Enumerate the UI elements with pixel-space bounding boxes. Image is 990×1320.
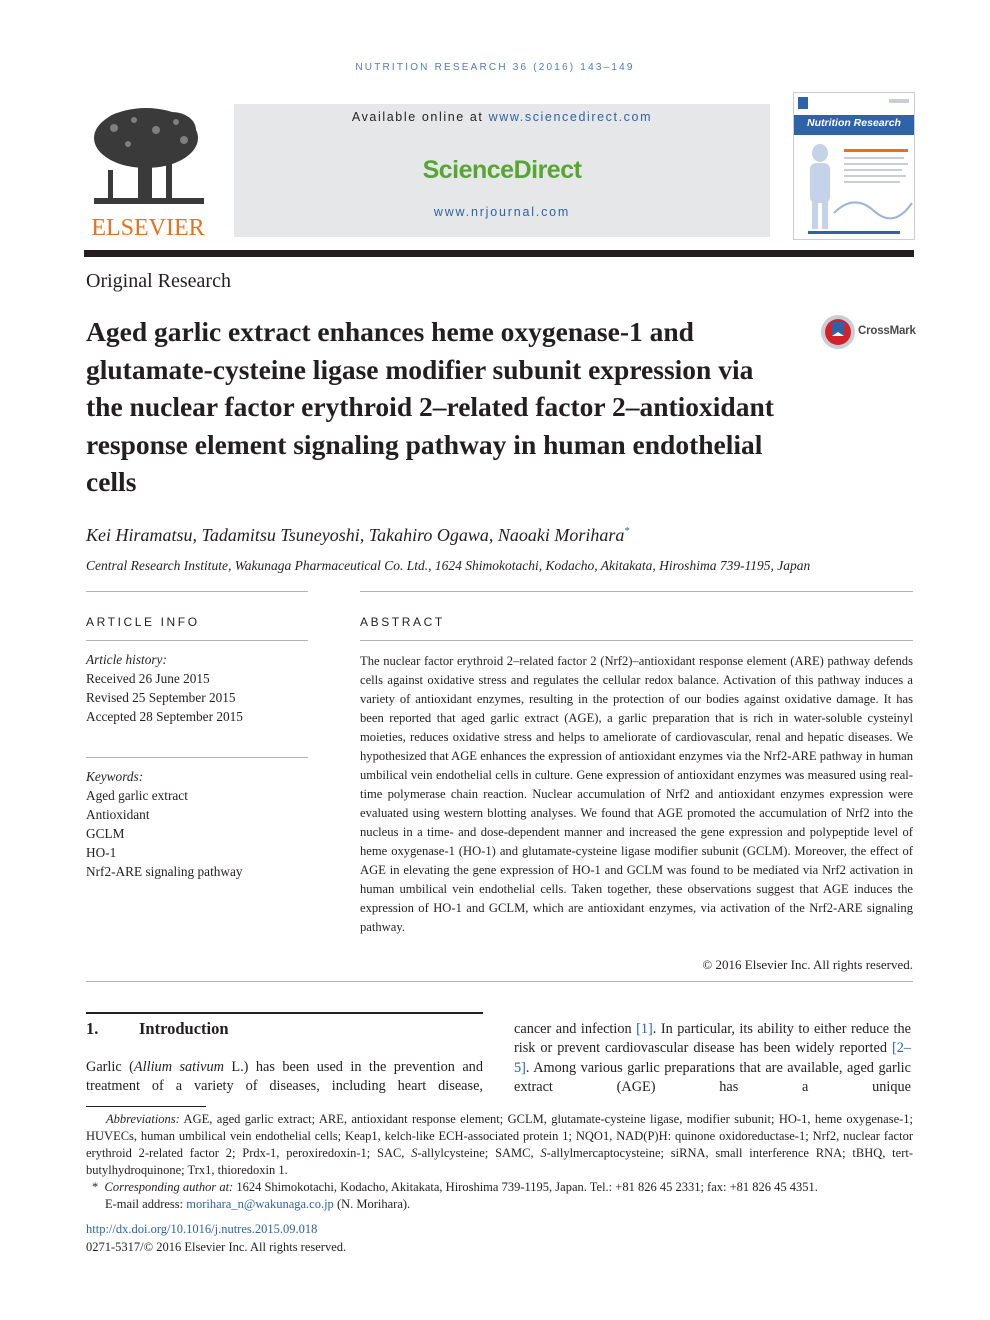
keywords-label: Keywords: (86, 769, 144, 784)
intro-right-column (514, 1020, 911, 1098)
abstract-top-rule (360, 591, 913, 592)
available-online (234, 110, 770, 124)
keywords (86, 767, 308, 881)
footnote-star: * (92, 1180, 99, 1194)
issn-copyright: 0271-5317/© 2016 Elsevier Inc. All rights reserved. (86, 1240, 347, 1254)
abstract-copyright: © 2016 Elsevier Inc. All rights reserved. (702, 957, 913, 972)
email-owner: (N. Morihara). (333, 1197, 411, 1211)
keywords-rule (86, 757, 308, 758)
crossmark-label: CrossMark (858, 325, 916, 337)
reference-link[interactable]: [2–5] (514, 1040, 911, 1076)
elsevier-tree-icon (84, 100, 212, 240)
species-name: Allium sativum (133, 1059, 224, 1075)
sciencedirect-logo: ScienceDirect (422, 156, 582, 184)
article-title: Aged garlic extract enhances heme oxygenase-1 and glutamate-cysteine ligase modifier subunit expression via the nuclear factor erythroid 2–related factor 2–antioxidant response element signaling pathway in human endothelial cells (86, 316, 774, 497)
corresponding-label: Corresponding author at: (104, 1180, 234, 1194)
sciencedirect-banner (234, 104, 770, 237)
article-info-heading: ARTICLE INFO (86, 615, 200, 629)
intro-left-column (86, 1058, 483, 1097)
sciencedirect-link[interactable]: www.sciencedirect.com (488, 110, 653, 124)
author-names: Kei Hiramatsu, Tadamitsu Tsuneyoshi, Takahiro Ogawa, Naoaki Morihara (86, 525, 625, 545)
abstract-bottom-rule (86, 981, 913, 982)
abstract-body: The nuclear factor erythroid 2–related factor 2 (Nrf2)–antioxidant response element (ARE) pathway defends cells against oxidative stress and regulates the cellular redox balance. Activation of this pathway induces a variety of antioxidant enzymes, resulting in the protection of our bodies against oxidative damage. It has been reported that aged garlic extract (AGE), a garlic preparation that is rich in water-soluble cysteinyl moieties, reduces oxidative stress and helps to ameliorate of cardiovascular, renal and hepatic diseases. We hypothesized that AGE enhances the expression of antioxidant enzymes via the Nrf2-ARE pathway in human umbilical vein endothelial cells in culture. Gene expression of antioxidant enzymes was measured using real-time polymerase chain reaction. Nuclear accumulation of Nrf2 and antioxidant enzymes expression were evaluated using western blotting analyses. We found that AGE promoted the accumulation of Nrf2 into the nucleus in a time- and dose-dependent manner and increased the gene expression and polypeptide level of heme oxygenase-1 (HO-1) and glutamate-cysteine ligase modifier subunit (GCLM). Moreover, the effect of AGE in elevating the gene expression of HO-1 and GCLM was found to be mediated via Nrf2 activation in human umbilical vein endothelial cells. Taken together, these observations suggest that AGE induces the expression of HO-1 and GCLM, which are antioxidant enzymes, via activation of the Nrf2-ARE signaling pathway. (360, 654, 913, 934)
keyword-item: HO-1 (86, 845, 117, 860)
intro-top-rule (86, 1012, 483, 1014)
intro-text: cancer and infection (514, 1021, 637, 1037)
history-accepted: Accepted 28 September 2015 (86, 709, 243, 724)
abbreviations-text: AGE, aged garlic extract; ARE, antioxidant response element; GCLM, glutamate-cysteine ligase, modifier subunit; HO-1, heme oxygenase-1; HUVECs, human umbilical vein endothelial cells; Keap1, kelch-like ECH-associated protein 1; NQO1, NAD(P)H: quinone oxidoreductase-1; Nrf2, nuclear factor erythroid 2-related factor 2; Prdx-1, peroxiredoxin-1; SAC, (86, 1112, 913, 1160)
header-divider (84, 250, 914, 257)
article-info-heading-rule (86, 640, 308, 641)
reference-link[interactable]: [1] (636, 1021, 653, 1037)
affiliation: Central Research Institute, Wakunaga Pharmaceutical Co. Ltd., 1624 Shimokotachi, Kodacho, Akitakata, Hiroshima 739-1195, Japan (86, 558, 811, 573)
corresponding-address: 1624 Shimokotachi, Kodacho, Akitakata, Hiroshima 739-1195, Japan. Tel.: +81 826 45 2331; fax: +81 826 45 4351. (233, 1180, 818, 1194)
email-label: E-mail address: (105, 1197, 187, 1211)
journal-citation: NUTRITION RESEARCH 36 (2016) 143–149 (355, 62, 635, 73)
article-info-top-rule (86, 591, 308, 592)
keyword-item: Antioxidant (86, 807, 150, 822)
abbreviations-footnote (86, 1111, 913, 1179)
elsevier-logo (84, 100, 212, 240)
abbreviations-text: -allylmercaptocysteine; siRNA, small interference RNA; tBHQ, tert-butylhydroquinone; Trx1, thioredoxin 1. (86, 1146, 913, 1177)
keyword-item: GCLM (86, 826, 125, 841)
abbreviations-text: -allylcysteine; SAMC, (417, 1146, 541, 1160)
corresponding-author-footnote (86, 1179, 913, 1213)
doi-text[interactable]: http://dx.doi.org/10.1016/j.nutres.2015.09.018 (86, 1222, 318, 1236)
abbreviations-label: Abbreviations: (106, 1112, 180, 1126)
history-received: Received 26 June 2015 (86, 671, 210, 686)
section-title: Introduction (139, 1019, 229, 1038)
crossmark-icon (820, 314, 856, 350)
abstract-heading-rule (360, 640, 913, 641)
section-heading-introduction (86, 1019, 229, 1039)
article-history (86, 650, 308, 726)
keyword-item: Nrf2-ARE signaling pathway (86, 864, 243, 879)
footnote-rule (86, 1106, 206, 1107)
available-online-label: Available online at (351, 110, 489, 124)
keyword-item: Aged garlic extract (86, 788, 188, 803)
intro-text: . Among various garlic preparations that are available, aged garlic extract (AGE) has a unique (514, 1059, 911, 1096)
email-link[interactable]: morihara_n@wakunaga.co.jp (186, 1197, 334, 1211)
journal-cover (793, 92, 915, 240)
crossmark-button[interactable] (820, 314, 916, 350)
abstract-heading: ABSTRACT (360, 615, 445, 629)
corresponding-author-mark[interactable]: * (624, 525, 630, 537)
article-type: Original Research (86, 270, 231, 292)
section-number: 1. (86, 1019, 99, 1038)
doi-link[interactable] (86, 1221, 317, 1238)
journal-website-link[interactable]: www.nrjournal.com (433, 205, 571, 219)
abbreviations-text: S (411, 1146, 418, 1160)
journal-cover-title: Nutrition Research (807, 117, 901, 129)
intro-text: . In particular, its ability to either reduce the risk or prevent cardiovascular disease has been widely reported (514, 1021, 911, 1057)
abbreviations-text: S (540, 1146, 547, 1160)
history-label: Article history: (86, 652, 167, 667)
elsevier-wordmark: ELSEVIER (91, 215, 205, 240)
intro-text: Garlic ( (86, 1059, 134, 1075)
intro-text: L.) has been used in the prevention and treatment of a variety of diseases, including heart disease, (86, 1059, 483, 1095)
history-revised: Revised 25 September 2015 (86, 690, 236, 705)
author-list (86, 525, 630, 546)
